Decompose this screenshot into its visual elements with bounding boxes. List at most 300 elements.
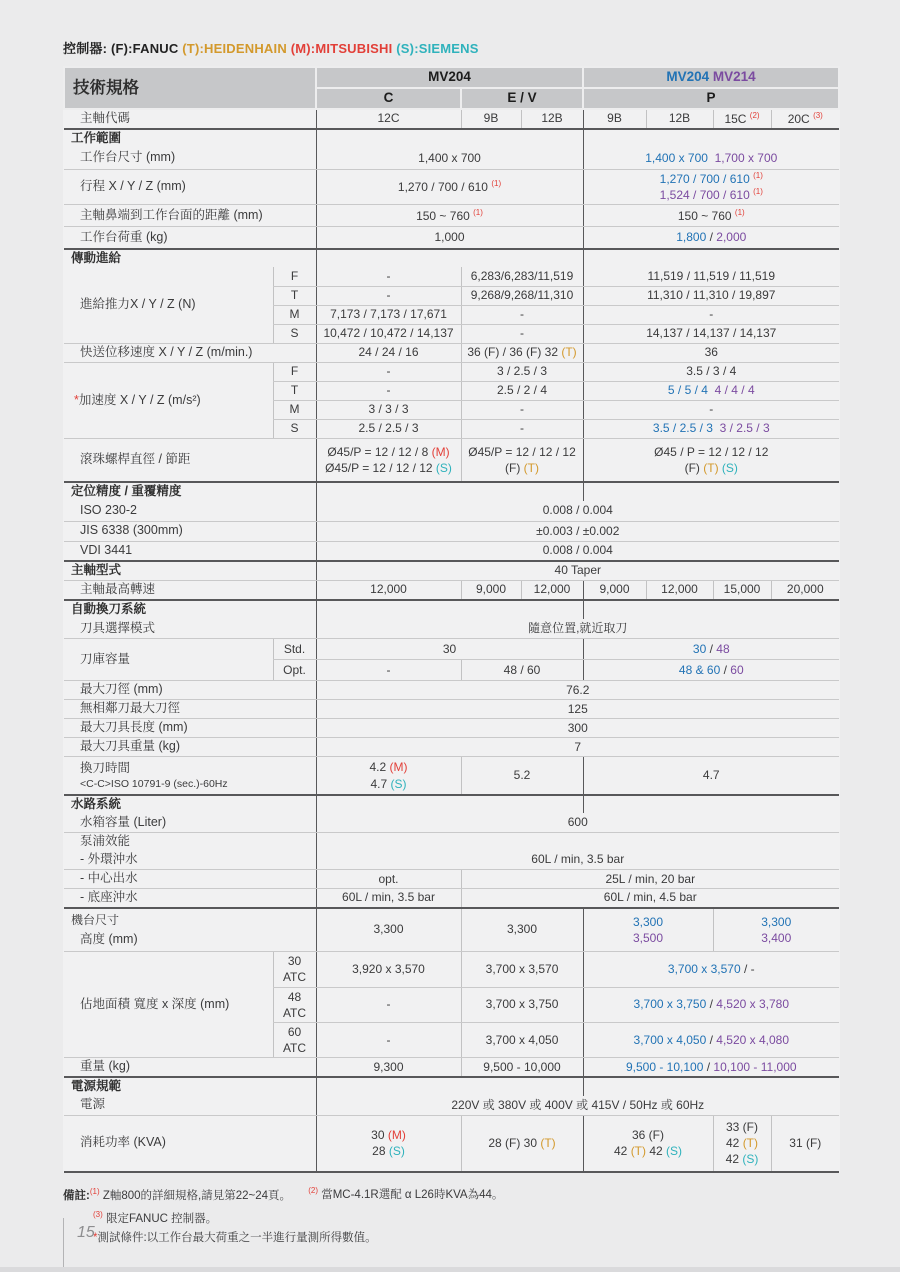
page-number-text: 15 (77, 1224, 95, 1241)
spacer (316, 600, 583, 619)
accel-t-ev: 2.5 / 2 / 4 (461, 381, 583, 400)
controller-legend-prefix: 控制器: (63, 41, 108, 56)
max-speed-5: 15,000 (713, 580, 771, 600)
footnote-ref-3: (3) (813, 110, 823, 120)
nose-cv-text: 150 ~ 760 (416, 208, 470, 223)
load-cv: 1,000 (316, 227, 583, 249)
thrust-t-c: - (316, 286, 461, 305)
thrust-s-p: 14,137 / 14,137 / 14,137 (583, 324, 839, 343)
footnote-3-sup: (3) (93, 1210, 103, 1220)
nose-label: 主軸鼻端到工作台面的距離 (mm) (64, 205, 316, 227)
height-label: 高度 (mm) (80, 931, 138, 946)
row-spindle-codes (64, 109, 839, 129)
footprint-48-p (583, 987, 839, 1022)
spindle-type-label: 主軸型式 (64, 561, 316, 580)
magazine-opt-p-mv214: 60 (730, 662, 744, 677)
row-max-weight (64, 738, 839, 757)
rapid-ev (461, 343, 583, 362)
separator: / (706, 230, 717, 244)
row-flush-base (64, 889, 839, 908)
separator: / (720, 662, 731, 677)
footprint-30-p (583, 952, 839, 987)
ctrl-t-label: T (273, 381, 316, 400)
accel-label-text: 加速度 X / Y / Z (m/s²) (78, 392, 201, 407)
footnote-3-text: 限定FANUC 控制器。 (102, 1213, 218, 1226)
page-number (63, 1218, 98, 1272)
vdi-label: VDI 3441 (64, 541, 316, 561)
atc48-count: 48 (287, 989, 302, 1004)
footnote-2 (308, 1186, 504, 1202)
section-work-range (64, 129, 839, 148)
load-label: 工作台荷重 (kg) (64, 227, 316, 249)
row-max-dia-adjacent (64, 700, 839, 719)
accel-t-p (583, 381, 839, 400)
section-power-label: 電源規範 (64, 1077, 316, 1096)
max-speed-4: 12,000 (646, 580, 713, 600)
footnote-line-2 (63, 1205, 840, 1229)
accel-f-p: 3.5 / 3 / 4 (583, 362, 839, 381)
power-cons-ev-t: (T) (540, 1135, 556, 1150)
accel-star: * (74, 392, 79, 407)
tct-c-s: (S) (390, 776, 407, 791)
spacer (583, 129, 839, 148)
footprint-30-p-mv204: 3,700 x 3,570 (667, 961, 741, 976)
section-work-range-label: 工作範圍 (64, 129, 316, 148)
ballscrew-c-line2: Ø45/P = 12 / 12 / 12 (325, 461, 436, 476)
accel-f-c: - (316, 362, 461, 381)
footnote-ref-1: (1) (753, 187, 763, 197)
row-ballscrew (64, 438, 839, 482)
power-cons-p12 (583, 1116, 713, 1172)
row-travel (64, 169, 839, 204)
ballscrew-c (316, 438, 461, 482)
controller-mitsubishi: (M):MITSUBISHI (286, 41, 393, 56)
power-cons-c-m: (M) (387, 1128, 406, 1143)
power-cons-ev-text: 28 (F) 30 (488, 1135, 541, 1150)
row-table-load (64, 227, 839, 249)
spindle-type-value: 40 Taper (316, 561, 839, 580)
max-speed-3: 9,000 (583, 580, 646, 600)
thrust-m-p: - (583, 305, 839, 324)
power-cons-label: 消耗功率 (KVA) (64, 1116, 316, 1172)
weight-p-mv214: 10,100 - 11,000 (713, 1059, 797, 1074)
footprint-48-c: - (316, 987, 461, 1022)
thrust-s-ev: - (461, 324, 583, 343)
weight-ev: 9,500 - 10,000 (461, 1058, 583, 1077)
ctrl-f-label: F (273, 362, 316, 381)
magazine-opt-p-mv204: 48 & 60 (678, 662, 721, 677)
tct-label (64, 757, 316, 795)
ballscrew-p-f: (F) (684, 461, 704, 476)
row-pump (64, 832, 839, 850)
spacer (316, 482, 583, 501)
controller-legend (63, 38, 840, 57)
rapid-label: 快送位移速度 X / Y / Z (m/min.) (64, 343, 316, 362)
dims-height-label (64, 908, 316, 952)
row-nose-distance (64, 205, 839, 227)
flush-center-label: - 中心出水 (64, 870, 316, 889)
row-jis (64, 521, 839, 541)
spindle-code-label: 主軸代碼 (64, 109, 316, 129)
footnote-star-text: 測試條件:以工作台最大荷重之一半進行量測所得數值。 (97, 1232, 377, 1245)
accel-t-c: - (316, 381, 461, 400)
tct-p: 4.7 (583, 757, 839, 795)
nose-p-text: 150 ~ 760 (677, 208, 732, 223)
ballscrew-p-line1: Ø45 / P = 12 / 12 / 12 (654, 444, 769, 459)
row-power-source (64, 1096, 839, 1116)
magazine-opt-ev: 48 / 60 (461, 660, 583, 681)
height-p34-mv214: 3,400 (761, 930, 792, 945)
travel-cv-text: 1,270 / 700 / 610 (397, 180, 488, 195)
section-dims-label: 機台尺寸 (71, 913, 120, 928)
row-footprint-30 (64, 952, 839, 987)
travel-p-mv214: 1,524 / 700 / 610 (659, 188, 750, 203)
variant-c: C (316, 88, 461, 109)
ballscrew-p (583, 438, 839, 482)
footprint-atc48 (273, 987, 316, 1022)
ballscrew-ev-f: (F) (505, 461, 524, 476)
max-wt-value: 7 (316, 738, 839, 757)
spacer (316, 1077, 583, 1096)
section-power (64, 1077, 839, 1096)
flush-base-label: - 底座沖水 (64, 889, 316, 908)
model-mv204: MV204 (666, 69, 710, 84)
accel-s-p (583, 419, 839, 438)
flush-center-c: opt. (316, 870, 461, 889)
atc60-count: 60 (287, 1024, 302, 1039)
accel-m-p: - (583, 400, 839, 419)
ballscrew-ev (461, 438, 583, 482)
thrust-t-p: 11,310 / 11,310 / 19,897 (583, 286, 839, 305)
row-max-dia (64, 681, 839, 700)
weight-label: 重量 (kg) (64, 1058, 316, 1077)
accel-m-c: 3 / 3 / 3 (316, 400, 461, 419)
thrust-m-c: 7,173 / 7,173 / 17,671 (316, 305, 461, 324)
accel-t-p-mv204: 5 / 5 / 4 (667, 383, 708, 398)
ballscrew-p-s: (S) (721, 461, 738, 476)
tct-c-m: (M) (389, 760, 408, 775)
footprint-60-p-mv204: 3,700 x 4,050 (633, 1032, 707, 1047)
power-source-label: 電源 (64, 1096, 316, 1116)
section-atc (64, 600, 839, 619)
row-spindle-type (64, 561, 839, 580)
row-vdi (64, 541, 839, 561)
load-p-mv204: 1,800 (676, 230, 707, 244)
power-cons-p3-line1: 33 (F) (726, 1119, 759, 1134)
row-tank (64, 813, 839, 832)
row-rapid-traverse (64, 343, 839, 362)
thrust-f-p: 11,519 / 11,519 / 11,519 (583, 267, 839, 286)
load-p (583, 227, 839, 249)
max-wt-label: 最大刀具重量 (kg) (64, 738, 316, 757)
separator: / (706, 997, 717, 1012)
power-cons-ev (461, 1116, 583, 1172)
spec-title: 技術規格 (64, 67, 316, 109)
accel-s-ev: - (461, 419, 583, 438)
max-speed-2: 12,000 (521, 580, 583, 600)
spacer (583, 600, 839, 619)
row-thrust-f (64, 267, 839, 286)
flush-base-evp: 60L / min, 4.5 bar (461, 889, 839, 908)
row-flush-outer (64, 851, 839, 870)
power-cons-p4: 31 (F) (771, 1116, 839, 1172)
power-cons-c-s: (S) (388, 1144, 405, 1159)
row-accel-f (64, 362, 839, 381)
power-cons-p3 (713, 1116, 771, 1172)
spindle-code-5 (713, 109, 771, 129)
jis-value: ±0.003 / ±0.002 (316, 521, 839, 541)
nose-cv (316, 205, 583, 227)
weight-c: 9,300 (316, 1058, 461, 1077)
flush-center-evp: 25L / min, 20 bar (461, 870, 839, 889)
footprint-48-ev: 3,700 x 3,750 (461, 987, 583, 1022)
section-drive (64, 249, 839, 268)
separator: / (703, 1059, 714, 1074)
header-row-models (64, 67, 839, 88)
tct-c-line1: 4.2 (369, 760, 390, 775)
table-size-cv: 1,400 x 700 (316, 147, 583, 169)
spacer (583, 795, 839, 814)
height-p12 (583, 908, 713, 952)
travel-p (583, 169, 839, 204)
max-speed-0: 12,000 (316, 580, 461, 600)
magazine-std-p-mv214: 48 (716, 641, 730, 656)
accel-t-p-mv214: 4 / 4 / 4 (714, 383, 755, 398)
footnote-ref-1: (1) (491, 179, 502, 189)
footprint-atc30 (273, 952, 316, 987)
power-cons-p3-t: (T) (742, 1136, 759, 1151)
thrust-f-c: - (316, 267, 461, 286)
ctrl-s-label: S (273, 324, 316, 343)
footprint-30-p-dash: / - (740, 961, 755, 976)
atc-word: ATC (282, 1005, 307, 1020)
tct-label-line2: <C-C>ISO 10791-9 (sec.)-60Hz (80, 777, 228, 790)
row-max-length (64, 719, 839, 738)
variant-p: P (583, 88, 839, 109)
footnote-line-1 (63, 1182, 840, 1206)
model-mv214: MV214 (712, 69, 756, 84)
rapid-p: 36 (583, 343, 839, 362)
ctrl-m-label: M (273, 305, 316, 324)
thrust-label: 進給推力X / Y / Z (N) (64, 267, 273, 343)
accel-label (64, 362, 273, 438)
footnote-line-3 (63, 1229, 840, 1248)
tct-c-line2: 4.7 (370, 776, 391, 791)
max-dia-adj-label: 無相鄰刀最大刀徑 (64, 700, 316, 719)
power-cons-p12-line2b: 42 (646, 1144, 667, 1159)
spec-table (63, 66, 840, 1173)
power-cons-p3-line2: 42 (726, 1136, 743, 1151)
footnote-ref-2: (2) (749, 110, 760, 120)
height-ev: 3,300 (461, 908, 583, 952)
footprint-48-p-mv204: 3,700 x 3,750 (633, 997, 707, 1012)
footprint-60-ev: 3,700 x 4,050 (461, 1022, 583, 1057)
vdi-value: 0.008 / 0.004 (316, 541, 839, 561)
table-size-p-mv204: 1,400 x 700 (645, 150, 708, 165)
travel-label: 行程 X / Y / Z (mm) (64, 169, 316, 204)
magazine-std-p (583, 639, 839, 660)
load-p-mv214: 2,000 (716, 230, 747, 244)
power-cons-p12-s: (S) (666, 1144, 683, 1159)
ballscrew-c-s: (S) (435, 461, 452, 476)
section-atc-label: 自動換刀系統 (64, 600, 316, 619)
footnote-1-sup: (1) (89, 1186, 100, 1196)
footprint-60-c: - (316, 1022, 461, 1057)
flush-outer-label: - 外環沖水 (64, 851, 316, 870)
power-cons-p3-line3: 42 (725, 1152, 743, 1167)
weight-p (583, 1058, 839, 1077)
section-coolant (64, 795, 839, 814)
magazine-std-p-mv204: 30 (692, 641, 707, 656)
footprint-48-p-mv214: 4,520 x 3,780 (716, 997, 790, 1012)
power-cons-p3-s: (S) (742, 1152, 759, 1167)
ctrl-s-label: S (273, 419, 316, 438)
section-coolant-label: 水路系統 (64, 795, 316, 814)
height-p12-mv214: 3,500 (633, 930, 664, 945)
magazine-label: 刀庫容量 (64, 639, 273, 681)
page-bottom-edge (0, 1267, 900, 1272)
rapid-c: 24 / 24 / 16 (316, 343, 461, 362)
max-dia-value: 76.2 (316, 681, 839, 700)
pump-label: 泵浦效能 (80, 833, 131, 848)
spec-page (63, 38, 840, 1248)
table-size-label: 工作台尺寸 (mm) (64, 147, 316, 169)
ctrl-t-label: T (273, 286, 316, 305)
power-source-value: 220V 或 380V 或 400V 或 415V / 50Hz 或 60Hz (316, 1096, 839, 1116)
travel-p-mv204: 1,270 / 700 / 610 (659, 171, 750, 186)
section-precision (64, 482, 839, 501)
tct-ev: 5.2 (461, 757, 583, 795)
footprint-60-p-mv214: 4,520 x 4,080 (716, 1032, 790, 1047)
accel-m-ev: - (461, 400, 583, 419)
model-group-mv204: MV204 (316, 67, 583, 88)
height-p12-mv204: 3,300 (633, 914, 664, 929)
spindle-code-1: 9B (461, 109, 521, 129)
power-cons-p12-t: (T) (630, 1144, 647, 1159)
row-max-speed (64, 580, 839, 600)
thrust-f-ev: 6,283/6,283/11,519 (461, 267, 583, 286)
model-group-mv204-mv214 (583, 67, 839, 88)
rapid-ev-text: 36 (F) / 36 (F) 32 (467, 345, 562, 360)
controller-fanuc: (F):FANUC (107, 41, 179, 56)
variant-ev: E / V (461, 88, 583, 109)
table-size-p-mv214: 1,700 x 700 (714, 150, 778, 165)
row-table-size (64, 147, 839, 169)
atc-word: ATC (282, 970, 307, 985)
max-speed-label: 主軸最高轉速 (64, 580, 316, 600)
max-speed-6: 20,000 (771, 580, 839, 600)
footnote-ref-1: (1) (473, 207, 483, 217)
height-p34 (713, 908, 839, 952)
flush-base-c: 60L / min, 3.5 bar (316, 889, 461, 908)
spindle-code-6 (771, 109, 839, 129)
spindle-code-3: 9B (583, 109, 646, 129)
tank-value: 600 (316, 813, 839, 832)
ballscrew-c-m: (M) (431, 444, 450, 459)
spindle-code-2: 12B (521, 109, 583, 129)
row-power-consumption (64, 1116, 839, 1172)
row-tool-select (64, 619, 839, 639)
separator: / (706, 641, 717, 656)
flush-outer-value: 60L / min, 3.5 bar (316, 851, 839, 870)
tool-select-value: 隨意位置,就近取刀 (316, 619, 839, 639)
tct-label-line1: 換刀時間 (80, 760, 131, 775)
ctrl-f-label: F (273, 267, 316, 286)
height-p34-mv204: 3,300 (761, 914, 792, 929)
notes-prefix: 備註: (63, 1189, 90, 1202)
thrust-s-c: 10,472 / 10,472 / 14,137 (316, 324, 461, 343)
accel-s-p-mv214: 3 / 2.5 / 3 (719, 421, 770, 436)
row-iso (64, 501, 839, 521)
spacer (316, 832, 839, 850)
ballscrew-label: 滾珠螺桿直徑 / 節距 (64, 438, 316, 482)
atc-word: ATC (282, 1041, 307, 1056)
jis-label: JIS 6338 (300mm) (64, 521, 316, 541)
spacer (316, 249, 583, 268)
max-dia-adj-value: 125 (316, 700, 839, 719)
row-flush-center (64, 870, 839, 889)
footnote-2-sup: (2) (308, 1186, 319, 1196)
ballscrew-c-line1: Ø45/P = 12 / 12 / 8 (327, 444, 432, 459)
nose-p (583, 205, 839, 227)
footnote-1-text: Z軸800的詳細規格,請見第22~24頁。 (99, 1189, 292, 1202)
thrust-t-ev: 9,268/9,268/11,310 (461, 286, 583, 305)
spacer (316, 129, 583, 148)
footprint-30-ev: 3,700 x 3,570 (461, 952, 583, 987)
power-cons-c (316, 1116, 461, 1172)
section-drive-label: 傳動進給 (64, 249, 316, 268)
magazine-std: Std. (273, 639, 316, 660)
footprint-atc60 (273, 1022, 316, 1057)
accel-f-ev: 3 / 2.5 / 3 (461, 362, 583, 381)
spindle-code-5-text: 15C (724, 111, 747, 126)
row-weight (64, 1058, 839, 1077)
row-dims-height (64, 908, 839, 952)
ctrl-m-label: M (273, 400, 316, 419)
power-cons-c-line1: 30 (371, 1128, 388, 1143)
travel-cv (316, 169, 583, 204)
tool-select-label: 刀具選擇模式 (64, 619, 316, 639)
max-len-label: 最大刀具長度 (mm) (64, 719, 316, 738)
weight-p-mv204: 9,500 - 10,100 (625, 1059, 704, 1074)
magazine-opt-p (583, 660, 839, 681)
footprint-30-c: 3,920 x 3,570 (316, 952, 461, 987)
footnotes (63, 1182, 840, 1249)
row-tool-change-time (64, 757, 839, 795)
row-magazine-std (64, 639, 839, 660)
footprint-label: 佔地面積 寬度 x 深度 (mm) (64, 952, 273, 1058)
spindle-code-4: 12B (646, 109, 713, 129)
power-cons-c-line2: 28 (372, 1144, 389, 1159)
iso-label: ISO 230-2 (64, 501, 316, 521)
magazine-opt: Opt. (273, 660, 316, 681)
controller-heidenhain: (T):HEIDENHAIN (178, 41, 287, 56)
footprint-60-p (583, 1022, 839, 1057)
accel-s-p-mv204: 3.5 / 2.5 / 3 (652, 421, 713, 436)
magazine-opt-c: - (316, 660, 461, 681)
footnote-ref-1: (1) (734, 207, 745, 217)
tank-label: 水箱容量 (Liter) (64, 813, 316, 832)
accel-s-c: 2.5 / 2.5 / 3 (316, 419, 461, 438)
spacer (316, 795, 583, 814)
spacer (583, 482, 839, 501)
thrust-m-ev: - (461, 305, 583, 324)
footnote-ref-1: (1) (753, 170, 763, 180)
spindle-code-0: 12C (316, 109, 461, 129)
spindle-code-6-text: 20C (787, 111, 810, 126)
iso-value: 0.008 / 0.004 (316, 501, 839, 521)
spacer (583, 1077, 839, 1096)
